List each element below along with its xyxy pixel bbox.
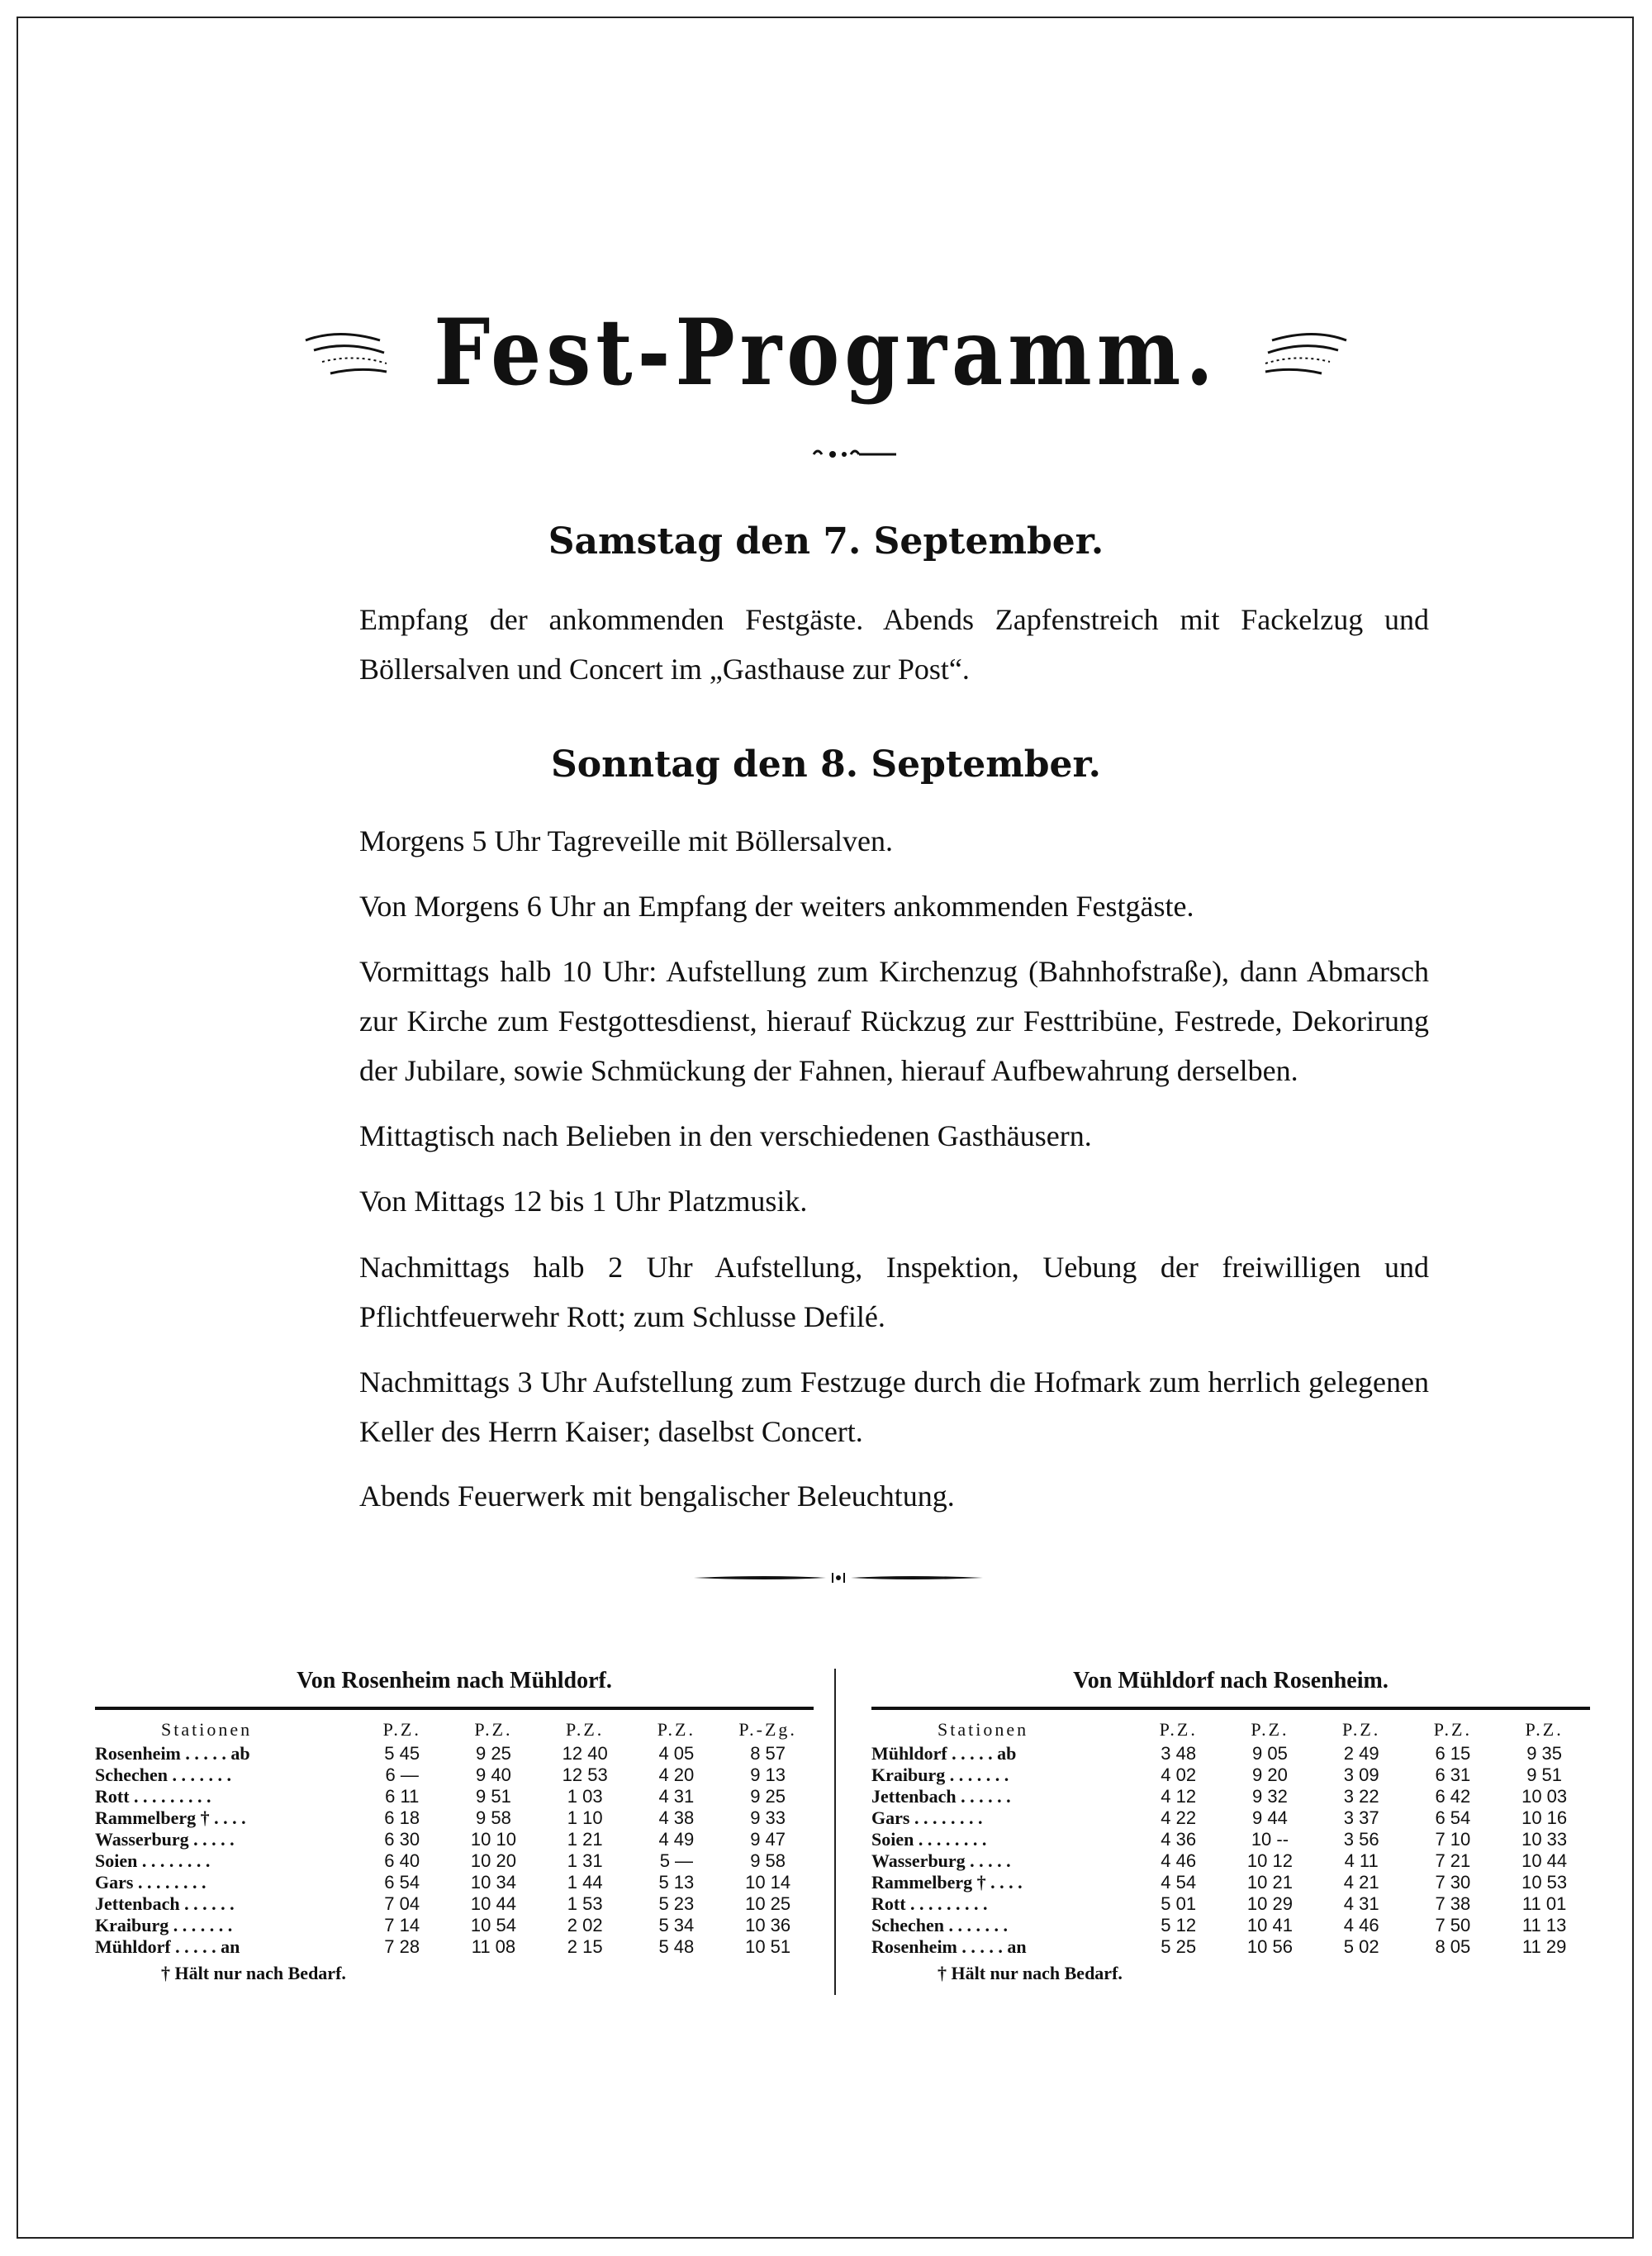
departure-time: 4 31 bbox=[1343, 1893, 1379, 1914]
station-name: Soien . . . . . . . . bbox=[871, 1829, 987, 1850]
departure-time: 9 33 bbox=[750, 1807, 786, 1828]
departure-time: 10 14 bbox=[745, 1872, 791, 1893]
departure-time: 2 15 bbox=[567, 1936, 603, 1957]
departure-time: 10 21 bbox=[1246, 1872, 1293, 1893]
departure-time: 2 02 bbox=[567, 1915, 603, 1935]
departure-time: 4 31 bbox=[658, 1786, 695, 1807]
departure-time: 6 11 bbox=[385, 1786, 420, 1807]
departure-time: 10 44 bbox=[470, 1893, 516, 1914]
timetable-row bbox=[871, 1915, 1590, 1936]
departure-time: 6 18 bbox=[384, 1807, 420, 1828]
departure-time: 10 29 bbox=[1246, 1893, 1293, 1914]
timetable-row bbox=[95, 1829, 814, 1850]
departure-time: 9 44 bbox=[1252, 1807, 1288, 1828]
station-name: Kraiburg . . . . . . . bbox=[95, 1915, 233, 1935]
departure-time: 10 44 bbox=[1521, 1850, 1568, 1871]
departure-time: 11 01 bbox=[1521, 1893, 1567, 1914]
departure-time: 10 34 bbox=[470, 1872, 516, 1893]
departure-time: 5 48 bbox=[658, 1936, 695, 1957]
departure-time: 3 09 bbox=[1343, 1764, 1379, 1785]
paragraph-sunday-2: Von Morgens 6 Uhr an Empfang der weiters ankommenden Festgäste. bbox=[359, 890, 1194, 923]
departure-time: 9 05 bbox=[1252, 1743, 1288, 1764]
departure-time: 5 02 bbox=[1343, 1936, 1379, 1957]
timetable-muehldorf-rosenheim bbox=[871, 1660, 1590, 1984]
page-title: Fest-Programm. bbox=[434, 298, 1218, 406]
train-header: P.Z. bbox=[382, 1719, 421, 1740]
departure-time: 1 31 bbox=[567, 1850, 603, 1871]
station-name: Rosenheim . . . . . an bbox=[871, 1936, 1027, 1957]
train-header: P.Z. bbox=[1159, 1719, 1198, 1740]
timetable-row bbox=[95, 1743, 814, 1764]
station-name: Jettenbach . . . . . . bbox=[871, 1786, 1011, 1807]
departure-time: 9 51 bbox=[1526, 1764, 1563, 1785]
departure-time: 5 12 bbox=[1161, 1915, 1197, 1935]
departure-time: 10 03 bbox=[1521, 1786, 1568, 1807]
station-name: Wasserburg . . . . . bbox=[871, 1850, 1011, 1871]
departure-time: 10 53 bbox=[1521, 1872, 1568, 1893]
departure-time: 2 49 bbox=[1343, 1743, 1379, 1764]
departure-time: 3 37 bbox=[1343, 1807, 1379, 1828]
footnote: † Hält nur nach Bedarf. bbox=[938, 1963, 1123, 1983]
departure-time: 4 21 bbox=[1343, 1872, 1379, 1893]
departure-time: 10 56 bbox=[1246, 1936, 1293, 1957]
departure-time: 7 38 bbox=[1435, 1893, 1471, 1914]
departure-time: 6 30 bbox=[384, 1829, 420, 1850]
departure-time: 6 — bbox=[385, 1764, 419, 1785]
departure-time: 8 05 bbox=[1435, 1936, 1471, 1957]
ornament-icon bbox=[809, 444, 900, 461]
departure-time: 1 53 bbox=[567, 1893, 603, 1914]
timetable-row bbox=[95, 1786, 814, 1807]
timetable-row bbox=[871, 1850, 1590, 1872]
timetable-row bbox=[871, 1829, 1590, 1850]
departure-time: 8 57 bbox=[750, 1743, 786, 1764]
departure-time: 7 28 bbox=[384, 1936, 420, 1957]
departure-time: 3 48 bbox=[1161, 1743, 1197, 1764]
timetable-row bbox=[95, 1807, 814, 1829]
timetable-row bbox=[95, 1893, 814, 1915]
departure-time: 5 01 bbox=[1161, 1893, 1197, 1914]
departure-time: 11 29 bbox=[1521, 1936, 1567, 1957]
departure-time: 4 11 bbox=[1344, 1850, 1379, 1871]
departure-time: 10 51 bbox=[745, 1936, 791, 1957]
paragraph-sunday-6: Nachmittags halb 2 Uhr Aufstellung, Inspektion, Uebung der freiwilligen und Pflichtfeuerwehr Rott; zum Schlusse Defilé. bbox=[359, 1251, 1429, 1333]
timetable-separator bbox=[834, 1669, 836, 1995]
station-name: Soien . . . . . . . . bbox=[95, 1850, 211, 1871]
station-name: Mühldorf . . . . . ab bbox=[871, 1743, 1017, 1764]
paragraph-saturday bbox=[359, 595, 1429, 694]
departure-time: 10 33 bbox=[1521, 1829, 1568, 1850]
station-name: Rammelberg † . . . . bbox=[95, 1807, 246, 1828]
departure-time: 4 02 bbox=[1161, 1764, 1197, 1785]
departure-time: 4 38 bbox=[658, 1807, 695, 1828]
timetable-table bbox=[871, 1717, 1590, 1958]
timetable-row bbox=[95, 1936, 814, 1958]
departure-time: 6 31 bbox=[1435, 1764, 1471, 1785]
day-heading-sunday: Sonntag den 8. September. bbox=[551, 743, 1101, 786]
paragraph-text: Empfang der ankommenden Festgäste. Abends Zapfenstreich mit Fackelzug und Böllersalven und Concert im „Gasthause zur Post“. bbox=[359, 603, 1429, 686]
departure-time: 9 32 bbox=[1252, 1786, 1288, 1807]
departure-time: 5 45 bbox=[384, 1743, 420, 1764]
paragraph-sunday-7: Nachmittags 3 Uhr Aufstellung zum Festzuge durch die Hofmark zum herrlich gelegenen Keller des Herrn Kaiser; daselbst Concert. bbox=[359, 1365, 1429, 1448]
timetable-row bbox=[871, 1872, 1590, 1893]
departure-time: 1 10 bbox=[567, 1807, 603, 1828]
paragraph-sunday-5: Von Mittags 12 bis 1 Uhr Platzmusik. bbox=[359, 1185, 808, 1218]
departure-time: 9 58 bbox=[476, 1807, 511, 1828]
timetable-row bbox=[871, 1743, 1590, 1764]
timetable-title: Von Rosenheim nach Mühldorf. bbox=[297, 1668, 612, 1693]
train-header: P.Z. bbox=[1433, 1719, 1472, 1740]
stations-header: Stationen bbox=[938, 1719, 1029, 1740]
station-name: Mühldorf . . . . . an bbox=[95, 1936, 240, 1957]
station-name: Rammelberg † . . . . bbox=[871, 1872, 1023, 1893]
train-header: P.-Zg. bbox=[738, 1719, 797, 1740]
departure-time: 7 50 bbox=[1435, 1915, 1471, 1935]
departure-time: 5 23 bbox=[658, 1893, 695, 1914]
departure-time: 7 10 bbox=[1435, 1829, 1471, 1850]
station-name: Rott . . . . . . . . . bbox=[871, 1893, 988, 1914]
departure-time: 3 22 bbox=[1343, 1786, 1379, 1807]
train-header: P.Z. bbox=[566, 1719, 605, 1740]
train-header: P.Z. bbox=[1342, 1719, 1381, 1740]
departure-time: 4 46 bbox=[1343, 1915, 1379, 1935]
departure-time: 5 25 bbox=[1161, 1936, 1197, 1957]
station-name: Gars . . . . . . . . bbox=[871, 1807, 983, 1828]
departure-time: 9 25 bbox=[476, 1743, 511, 1764]
timetable-row bbox=[95, 1764, 814, 1786]
departure-time: 10 16 bbox=[1521, 1807, 1568, 1828]
title-block bbox=[0, 298, 1652, 406]
departure-time: 5 34 bbox=[658, 1915, 695, 1935]
departure-time: 10 12 bbox=[1246, 1850, 1293, 1871]
departure-time: 7 30 bbox=[1435, 1872, 1471, 1893]
departure-time: 9 47 bbox=[750, 1829, 786, 1850]
departure-time: 12 40 bbox=[562, 1743, 608, 1764]
timetable-rosenheim-muehldorf bbox=[95, 1660, 814, 1984]
day-heading-saturday: Samstag den 7. September. bbox=[548, 520, 1104, 563]
station-name: Wasserburg . . . . . bbox=[95, 1829, 235, 1850]
train-header: P.Z. bbox=[1525, 1719, 1564, 1740]
departure-time: 1 44 bbox=[567, 1872, 603, 1893]
departure-time: 9 40 bbox=[476, 1764, 511, 1785]
station-name: Jettenbach . . . . . . bbox=[95, 1893, 235, 1914]
train-header: P.Z. bbox=[1251, 1719, 1289, 1740]
departure-time: 5 — bbox=[659, 1850, 694, 1871]
stations-header: Stationen bbox=[161, 1719, 253, 1740]
timetable-row bbox=[95, 1915, 814, 1936]
departure-time: 6 40 bbox=[384, 1850, 420, 1871]
departure-time: 9 20 bbox=[1252, 1764, 1288, 1785]
station-name: Gars . . . . . . . . bbox=[95, 1872, 206, 1893]
departure-time: 4 05 bbox=[658, 1743, 695, 1764]
departure-time: 7 14 bbox=[384, 1915, 420, 1935]
departure-time: 10 25 bbox=[745, 1893, 791, 1914]
station-name: Rosenheim . . . . . ab bbox=[95, 1743, 250, 1764]
station-name: Schechen . . . . . . . bbox=[95, 1764, 231, 1785]
paragraph-sunday-8: Abends Feuerwerk mit bengalischer Beleuchtung. bbox=[359, 1479, 955, 1513]
departure-time: 4 20 bbox=[658, 1764, 695, 1785]
station-name: Rott . . . . . . . . . bbox=[95, 1786, 211, 1807]
timetable-title: Von Mühldorf nach Rosenheim. bbox=[1073, 1668, 1389, 1693]
departure-time: 3 56 bbox=[1343, 1829, 1379, 1850]
timetable-row bbox=[871, 1764, 1590, 1786]
departure-time: 6 42 bbox=[1435, 1786, 1471, 1807]
timetable-row bbox=[871, 1786, 1590, 1807]
departure-time: 6 54 bbox=[1435, 1807, 1471, 1828]
timetable-header-row bbox=[95, 1717, 814, 1743]
departure-time: 10 20 bbox=[470, 1850, 516, 1871]
train-header: P.Z. bbox=[474, 1719, 513, 1740]
departure-time: 6 54 bbox=[384, 1872, 420, 1893]
flourish-right-icon bbox=[1256, 324, 1363, 382]
timetable-rule bbox=[95, 1707, 814, 1710]
train-header: P.Z. bbox=[657, 1719, 695, 1740]
departure-time: 4 36 bbox=[1161, 1829, 1197, 1850]
departure-time: 1 03 bbox=[567, 1786, 603, 1807]
departure-time: 6 15 bbox=[1435, 1743, 1471, 1764]
departure-time: 4 12 bbox=[1161, 1786, 1197, 1807]
departure-time: 11 08 bbox=[471, 1936, 516, 1957]
departure-time: 9 13 bbox=[750, 1764, 786, 1785]
paragraph-sunday-1: Morgens 5 Uhr Tagreveille mit Böllersalven. bbox=[359, 824, 894, 857]
departure-time: 4 49 bbox=[658, 1829, 695, 1850]
departure-time: 10 10 bbox=[470, 1829, 516, 1850]
section-divider-icon bbox=[694, 1571, 983, 1584]
departure-time: 4 54 bbox=[1161, 1872, 1197, 1893]
timetable-row bbox=[871, 1807, 1590, 1829]
departure-time: 4 22 bbox=[1161, 1807, 1197, 1828]
departure-time: 12 53 bbox=[562, 1764, 608, 1785]
departure-time: 10 41 bbox=[1246, 1915, 1293, 1935]
departure-time: 9 51 bbox=[476, 1786, 511, 1807]
timetable-row bbox=[95, 1850, 814, 1872]
departure-time: 9 58 bbox=[750, 1850, 786, 1871]
timetable-header-row bbox=[871, 1717, 1590, 1743]
departure-time: 9 25 bbox=[750, 1786, 786, 1807]
flourish-left-icon bbox=[289, 324, 396, 382]
departure-time: 4 46 bbox=[1161, 1850, 1197, 1871]
timetable-row bbox=[871, 1893, 1590, 1915]
paragraph-sunday-3: Vormittags halb 10 Uhr: Aufstellung zum Kirchenzug (Bahnhofstraße), dann Abmarsch zur Kirche zum Festgottesdienst, hierauf Rückzug zur Festtribüne, Festrede, Dekorirung der Jubilare, sowie Schmückung der Fahnen, hierauf Aufbewahrung derselben. bbox=[359, 955, 1429, 1087]
departure-time: 11 13 bbox=[1521, 1915, 1567, 1935]
departure-time: 10 -- bbox=[1251, 1829, 1289, 1850]
timetable-row bbox=[95, 1872, 814, 1893]
footnote: † Hält nur nach Bedarf. bbox=[161, 1963, 346, 1983]
station-name: Schechen . . . . . . . bbox=[871, 1915, 1008, 1935]
timetable-rule bbox=[871, 1707, 1590, 1710]
departure-time: 7 21 bbox=[1435, 1850, 1471, 1871]
paragraph-sunday-4: Mittagtisch nach Belieben in den verschiedenen Gasthäusern. bbox=[359, 1119, 1092, 1152]
timetable-table bbox=[95, 1717, 814, 1958]
departure-time: 1 21 bbox=[567, 1829, 603, 1850]
departure-time: 9 35 bbox=[1526, 1743, 1563, 1764]
station-name: Kraiburg . . . . . . . bbox=[871, 1764, 1009, 1785]
departure-time: 10 36 bbox=[745, 1915, 791, 1935]
timetable-row bbox=[871, 1936, 1590, 1958]
departure-time: 7 04 bbox=[384, 1893, 420, 1914]
departure-time: 5 13 bbox=[658, 1872, 695, 1893]
departure-time: 10 54 bbox=[470, 1915, 516, 1935]
